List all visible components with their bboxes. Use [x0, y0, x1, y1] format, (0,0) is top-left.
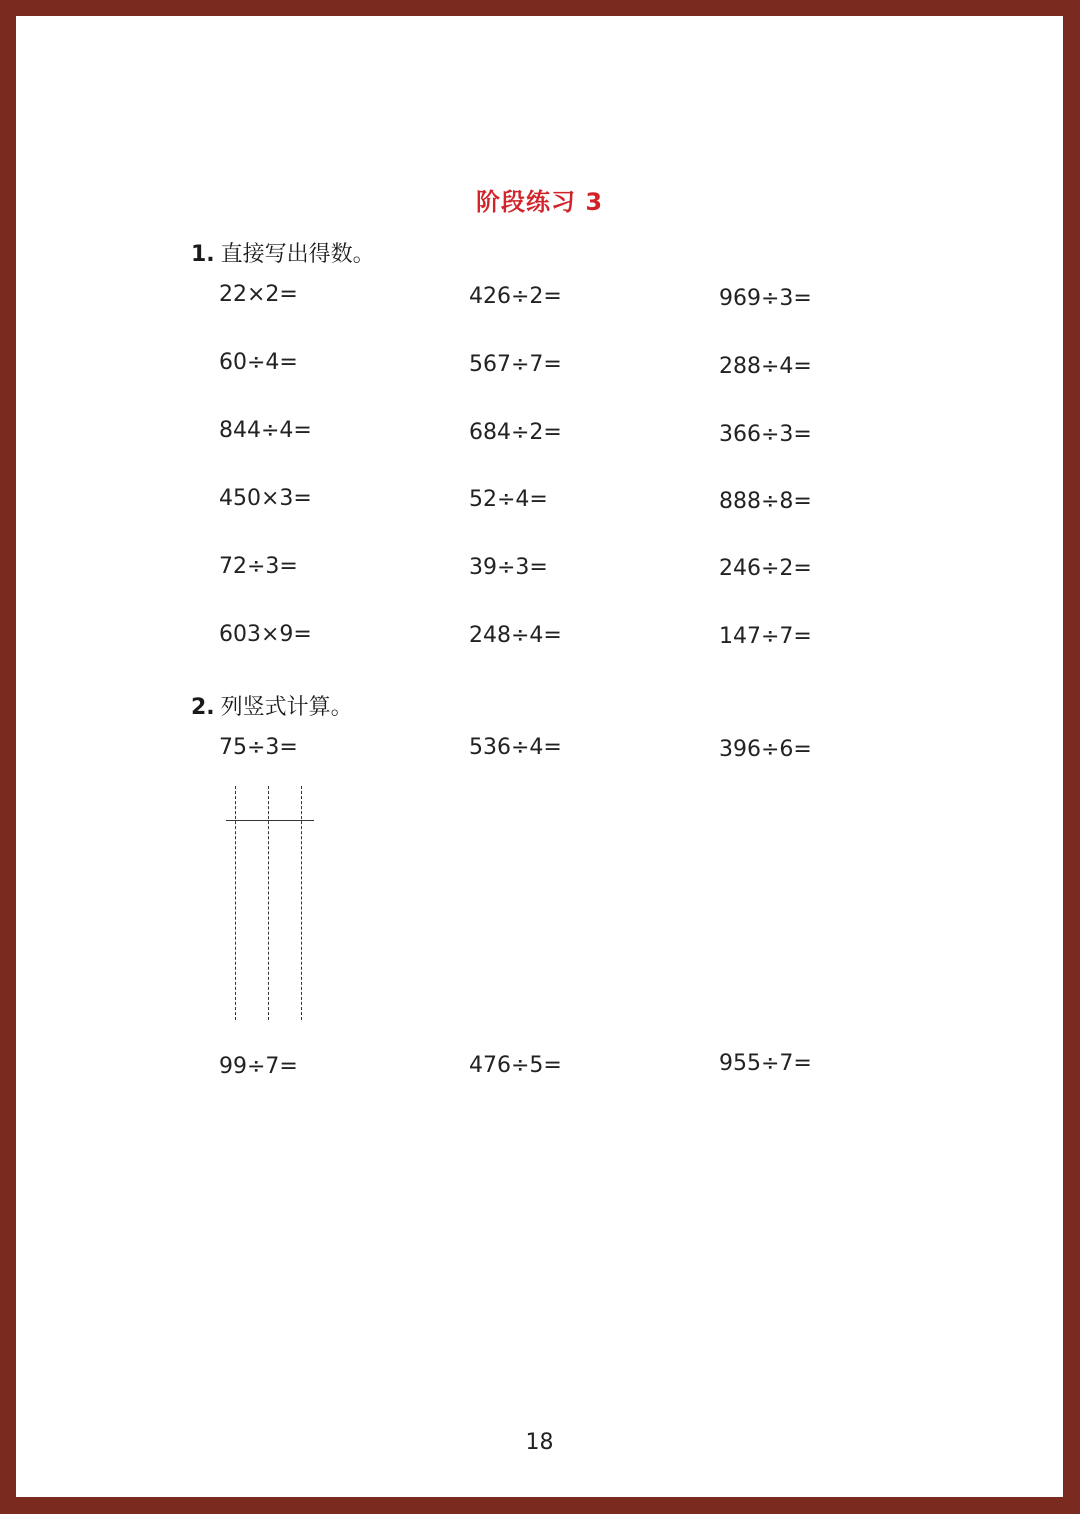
problem-2-1: 75÷3= — [219, 735, 298, 760]
problem-1-11: 52÷4= — [469, 487, 548, 512]
problem-1-14: 39÷3= — [469, 555, 548, 580]
problem-2-3: 396÷6= — [719, 737, 812, 762]
problem-1-10: 450×3= — [219, 486, 312, 511]
problem-1-9: 366÷3= — [719, 422, 812, 447]
problem-1-6: 288÷4= — [719, 354, 812, 379]
problem-1-13: 72÷3= — [219, 554, 298, 579]
problem-2-5: 476÷5= — [469, 1053, 562, 1078]
page-number: 18 — [525, 1430, 554, 1455]
section-1-number: 1. — [191, 242, 215, 267]
problem-1-15: 246÷2= — [719, 556, 812, 581]
guide-dashed-line — [235, 786, 236, 1020]
problem-1-18: 147÷7= — [719, 624, 812, 649]
worksheet-page — [16, 16, 1063, 1497]
problem-1-8: 684÷2= — [469, 420, 562, 445]
problem-1-17: 248÷4= — [469, 623, 562, 648]
section-2-instruction: 列竖式计算。 — [220, 695, 353, 720]
problem-1-3: 969÷3= — [719, 286, 812, 311]
problem-1-7: 844÷4= — [219, 418, 312, 443]
problem-1-2: 426÷2= — [469, 284, 562, 309]
section-2-number: 2. — [191, 695, 215, 720]
problem-2-4: 99÷7= — [219, 1054, 298, 1079]
guide-division-bar — [226, 820, 314, 821]
problem-2-6: 955÷7= — [719, 1051, 812, 1076]
problem-1-4: 60÷4= — [219, 350, 298, 375]
problem-2-2: 536÷4= — [469, 735, 562, 760]
problem-1-12: 888÷8= — [719, 489, 812, 514]
page-title: 阶段练习 3 — [475, 188, 604, 216]
section-2-heading — [191, 690, 353, 721]
long-division-guide — [226, 786, 316, 1022]
problem-1-5: 567÷7= — [469, 352, 562, 377]
section-1-instruction: 直接写出得数。 — [220, 242, 375, 267]
problem-1-16: 603×9= — [219, 622, 312, 647]
guide-dashed-line — [301, 786, 302, 1020]
problem-1-1: 22×2= — [219, 282, 298, 307]
section-1-heading — [191, 237, 375, 268]
guide-dashed-line — [268, 786, 269, 1020]
